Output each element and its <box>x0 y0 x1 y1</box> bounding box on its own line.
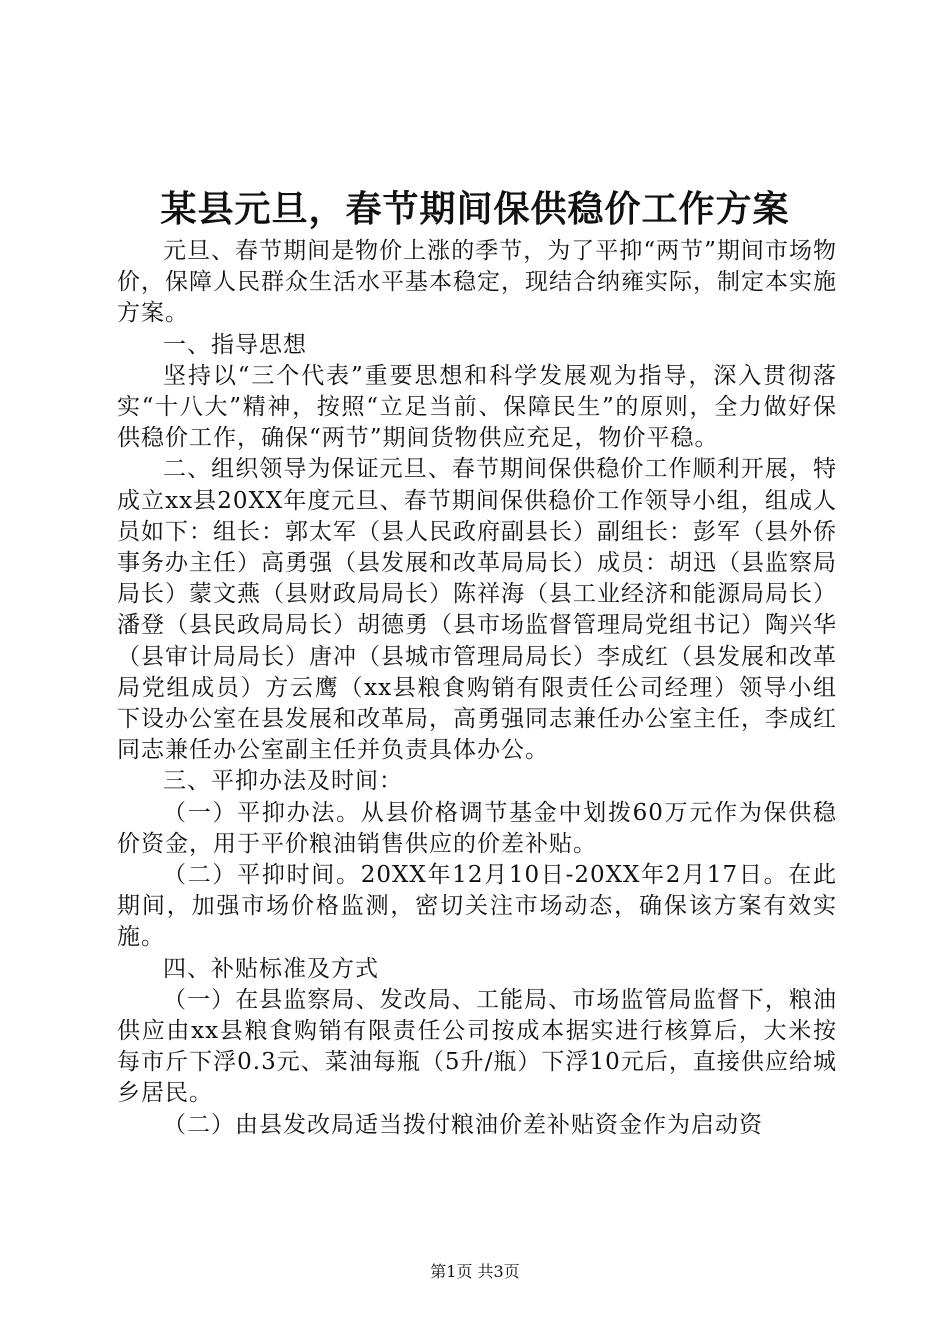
document-body <box>117 236 837 1141</box>
document-title: 某县元旦，春节期间保供稳价工作方案 <box>160 188 790 230</box>
paragraph-guiding-ideology: 坚持以“三个代表”重要思想和科学发展观为指导，深入贯彻落实“十八大”精神，按照“立足当前、保障民生”的原则，全力做好保供稳价工作，确保“两节”期间货物供应充足，物价平稳。 <box>117 362 837 452</box>
paragraph-time: （二）平抑时间。20XX年12月10日-20XX年2月17日。在此期间，加强市场价格监测，密切关注市场动态，确保该方案有效实施。 <box>117 862 837 951</box>
page-number-footer: 第1页 共3页 <box>430 1262 520 1281</box>
section-heading-subsidy: 四、补贴标准及方式 <box>163 955 379 982</box>
section-heading-methods-time: 三、平抑办法及时间： <box>163 768 403 795</box>
paragraph-intro: 元旦、春节期间是物价上涨的季节，为了平抑“两节”期间市场物价，保障人民群众生活水平基本稳定，现结合纳雍实际，制定本实施方案。 <box>117 238 837 327</box>
paragraph-subsidy-2: （二）由县发改局适当拨付粮油价差补贴资金作为启动资 <box>163 1111 763 1138</box>
section-heading-guiding-ideology: 一、指导思想 <box>163 331 307 358</box>
paragraph-method: （一）平抑办法。从县价格调节基金中划拨60万元作为保供稳价资金，用于平价粮油销售供应的价差补贴。 <box>117 799 837 857</box>
paragraph-subsidy-1: （一）在县监察局、发改局、工能局、市场监管局监督下，粮油供应由xx县粮食购销有限责任公司按成本据实进行核算后，大米按每市斤下浮0.3元、菜油每瓶（5升/瓶）下浮10元后，直接供应给城乡居民。 <box>117 986 837 1107</box>
paragraph-organization-leadership: 二、组织领导为保证元旦、春节期间保供稳价工作顺利开展，特成立xx县20XX年度元旦、春节期间保供稳价工作领导小组，组成人员如下：组长：郭太军（县人民政府副县长）副组长：彭军（县外侨事务办主任）高勇强（县发展和改革局局长）成员：胡迅（县监察局局长）蒙文燕（县财政局局长）陈祥海（县工业经济和能源局局长）潘登（县民政局局长）胡德勇（县市场监督管理局党组书记）陶兴华（县审计局局长）唐冲（县城市管理局局长）李成红（县发展和改革局党组成员）方云鹰（xx县粮食购销有限责任公司经理）领导小组下设办公室在县发展和改革局，高勇强同志兼任办公室主任，李成红同志兼任办公室副主任并负责具体办公。 <box>117 456 837 764</box>
